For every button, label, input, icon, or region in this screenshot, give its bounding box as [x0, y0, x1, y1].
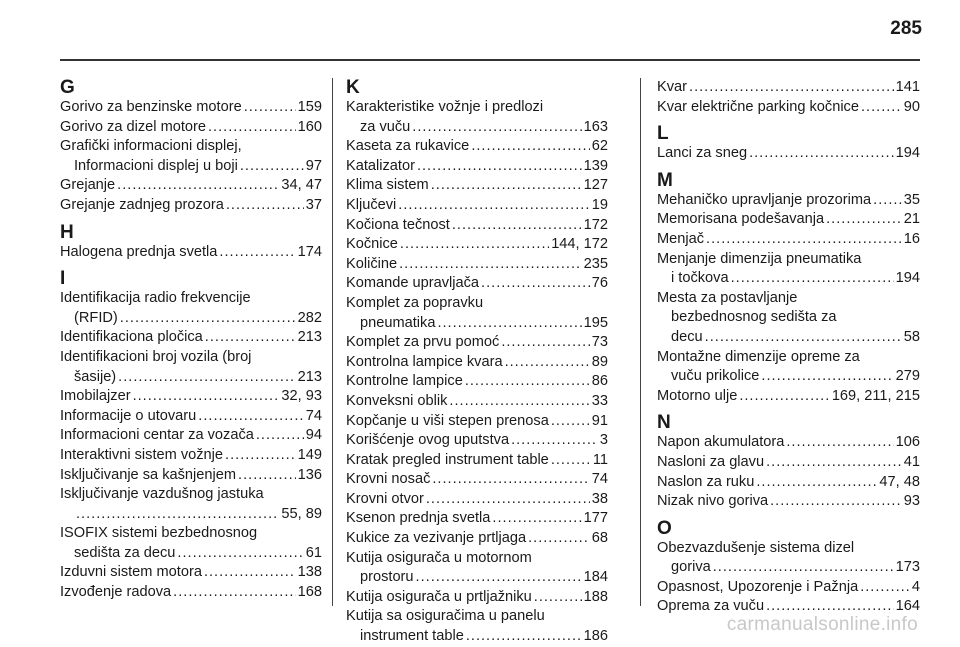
- index-page-ref: 89: [591, 353, 608, 370]
- index-entry-text: Katalizator: [346, 157, 415, 174]
- index-entry: [346, 470, 608, 490]
- dot-leader: [244, 98, 296, 118]
- index-entry-text: Naslon za ruku: [657, 473, 755, 490]
- index-page-ref: 184: [583, 569, 608, 586]
- dot-leader: [452, 216, 582, 236]
- index-entry: [346, 235, 608, 255]
- index-entry: [657, 230, 920, 250]
- index-entry-text: Krovni otvor: [346, 490, 424, 507]
- index-page-ref: 149: [297, 446, 322, 463]
- index-entry: [657, 144, 920, 164]
- index-entry: [657, 191, 920, 211]
- index-page-ref: 195: [583, 314, 608, 331]
- index-entry: [346, 372, 608, 392]
- dot-leader: [705, 328, 902, 348]
- index-entry: [346, 98, 608, 137]
- dot-leader: [466, 627, 582, 647]
- index-entry: [60, 98, 322, 118]
- index-entry-text: (RFID): [74, 309, 118, 326]
- index-entry: [60, 426, 322, 446]
- dot-leader: [873, 191, 902, 211]
- dot-leader: [756, 473, 877, 493]
- index-entry-text: Nasloni za glavu: [657, 453, 765, 470]
- index-entry-text: pneumatika: [360, 314, 436, 331]
- index-entry-text: Montažne dimenzije opreme za: [657, 348, 860, 365]
- index-entry: [60, 466, 322, 486]
- index-entry: [346, 176, 608, 196]
- dot-leader: [219, 243, 295, 263]
- index-entry: [60, 583, 322, 603]
- index-page-ref: 173: [895, 559, 920, 576]
- index-entry-text: Klima sistem: [346, 177, 429, 194]
- index-page-ref: 94: [305, 427, 322, 444]
- watermark: carmanualsonline.info: [726, 614, 918, 635]
- index-entry-text: Imobilajzer: [60, 388, 131, 405]
- index-page-ref: 194: [895, 145, 920, 162]
- index-entry-text: Halogena prednja svetla: [60, 243, 218, 260]
- index-entry-text: Informacioni centar za vozača: [60, 427, 254, 444]
- index-entry-text: prostoru: [360, 569, 414, 586]
- index-entry-text: Mesta za postavljanje: [657, 289, 798, 306]
- index-entry-text: Menjanje dimenzija pneumatika: [657, 250, 862, 267]
- index-entry-text: i točkova: [671, 270, 729, 287]
- index-page-ref: 34, 47: [281, 177, 322, 194]
- index-page-ref: 235: [583, 255, 608, 272]
- dot-leader: [238, 466, 296, 486]
- dot-leader: [204, 563, 296, 583]
- index-entry-text: Kočiona tečnost: [346, 216, 450, 233]
- column-divider: [640, 78, 641, 606]
- index-entry-text: Kontrolne lampice: [346, 373, 463, 390]
- index-entry-text: Konveksni oblik: [346, 392, 448, 409]
- index-page-ref: 76: [591, 275, 608, 292]
- index-group: [60, 223, 322, 263]
- dot-leader: [398, 196, 589, 216]
- index-page-ref: 61: [305, 544, 322, 561]
- index-entry: [346, 490, 608, 510]
- index-entry: [60, 407, 322, 427]
- index-page-ref: 58: [903, 328, 920, 345]
- index-group: [657, 519, 920, 617]
- index-entry-text: Lanci za sneg: [657, 145, 748, 162]
- index-entry-text: Kutija osigurača u motornom: [346, 549, 532, 566]
- index-entry: [346, 509, 608, 529]
- index-page-ref: 16: [903, 230, 920, 247]
- dot-leader: [861, 98, 902, 118]
- index-page-ref: 97: [305, 157, 322, 174]
- dot-leader: [399, 255, 582, 275]
- index-entry: [346, 255, 608, 275]
- index-page-ref: 138: [297, 564, 322, 581]
- index-entry: [657, 492, 920, 512]
- dot-leader: [417, 157, 582, 177]
- index-entry: [657, 539, 920, 578]
- index-letter-heading: H: [60, 221, 74, 243]
- index-entry: [657, 78, 920, 98]
- index-page-ref: 139: [583, 157, 608, 174]
- index-entry-text: Kopčanje u viši stepen prenosa: [346, 412, 549, 429]
- index-entry-text: Opasnost, Upozorenje i Pažnja: [657, 578, 859, 595]
- index-page-ref: 177: [583, 510, 608, 527]
- index-page-ref: 62: [591, 138, 608, 155]
- index-entry-text: Identifikacija radio frekvencije: [60, 290, 251, 307]
- dot-leader: [731, 269, 894, 289]
- index-entry-text: decu: [671, 328, 703, 345]
- index-entry-text: Kaseta za rukavice: [346, 138, 470, 155]
- index-page-ref: 160: [297, 118, 322, 135]
- index-entry: [657, 387, 920, 407]
- index-entry: [657, 250, 920, 289]
- index-page-ref: 86: [591, 373, 608, 390]
- index-entry-text: Kvar: [657, 79, 688, 95]
- index-entry: [657, 473, 920, 493]
- index-page-ref: 4: [911, 578, 920, 595]
- index-page-ref: 164: [895, 598, 920, 615]
- index-page-ref: 47, 48: [879, 473, 920, 490]
- index-entry-text: Kočnice: [346, 236, 398, 253]
- index-entry-text: Motorno ulje: [657, 387, 738, 404]
- index-entry-text: Komplet za popravku: [346, 294, 484, 311]
- index-entry-text: Ksenon prednja svetla: [346, 510, 491, 527]
- index-letter-heading: L: [657, 123, 669, 145]
- index-entry: [657, 289, 920, 348]
- index-entry: [346, 431, 608, 451]
- index-entry-text: sedišta za decu: [74, 544, 176, 561]
- dot-leader: [256, 426, 304, 446]
- dot-leader: [426, 490, 590, 510]
- index-entry: [657, 348, 920, 387]
- index-column-3: [657, 78, 920, 617]
- header-rule: [60, 59, 920, 61]
- index-page-ref: 33: [591, 392, 608, 409]
- index-entry: [346, 353, 608, 373]
- dot-leader: [826, 210, 902, 230]
- dot-leader: [208, 118, 296, 138]
- index-page-ref: 91: [591, 412, 608, 429]
- index-entry-text: Mehaničko upravljanje prozorima: [657, 191, 872, 208]
- index-entry: [60, 118, 322, 138]
- index-page-ref: 90: [903, 98, 920, 115]
- index-entry-text: za vuču: [360, 118, 411, 135]
- index-entry-text: Izduvni sistem motora: [60, 564, 202, 581]
- dot-leader: [860, 578, 910, 598]
- index-group: [657, 171, 920, 407]
- index-entry-text: Komplet za prvu pomoć: [346, 334, 500, 351]
- dot-leader: [173, 583, 295, 603]
- index-page-ref: 159: [297, 99, 322, 115]
- index-entry-text: Količine: [346, 255, 398, 272]
- index-entry: [346, 549, 608, 588]
- index-entry: [346, 588, 608, 608]
- index-entry: [60, 485, 322, 524]
- dot-leader: [492, 509, 581, 529]
- index-entry: [346, 216, 608, 236]
- index-entry-text: šasije): [74, 368, 117, 385]
- dot-leader: [749, 144, 894, 164]
- index-page-ref: 35: [903, 191, 920, 208]
- dot-leader: [534, 588, 582, 608]
- index-entry: [60, 524, 322, 563]
- index-entry-text: Napon akumulatora: [657, 434, 785, 451]
- dot-leader: [706, 230, 902, 250]
- index-letter-heading: K: [346, 77, 360, 98]
- index-page-ref: 213: [297, 329, 322, 346]
- index-letter-heading: I: [60, 268, 66, 290]
- index-group: [657, 413, 920, 511]
- index-entry: [657, 98, 920, 118]
- dot-leader: [437, 314, 581, 334]
- dot-leader: [177, 544, 303, 564]
- dot-leader: [551, 451, 591, 471]
- index-entry: [657, 578, 920, 598]
- index-page-ref: 141: [895, 79, 920, 95]
- index-entry-text: Izvođenje radova: [60, 584, 172, 601]
- index-entry: [657, 433, 920, 453]
- index-entry-text: Oprema za vuču: [657, 598, 765, 615]
- index-entry-text: Gorivo za dizel motore: [60, 118, 206, 135]
- index-entry-text: Memorisana podešavanja: [657, 211, 825, 228]
- index-entry: [60, 446, 322, 466]
- index-entry-text: instrument table: [360, 628, 464, 645]
- index-entry-text: Kukice za vezivanje prtljaga: [346, 530, 527, 547]
- dot-leader: [505, 353, 590, 373]
- dot-leader: [786, 433, 893, 453]
- index-entry: [60, 196, 322, 216]
- dot-leader: [449, 392, 589, 412]
- index-entry-text: Kutija osigurača u prtljažniku: [346, 588, 532, 605]
- dot-leader: [400, 235, 549, 255]
- index-entry-text: Korišćenje ovog uputstva: [346, 432, 510, 449]
- index-page-ref: 74: [305, 407, 322, 424]
- index-entry: [346, 294, 608, 333]
- dot-leader: [117, 176, 279, 196]
- index-page-ref: 213: [297, 368, 322, 385]
- index-entry-text: Kvar električne parking kočnice: [657, 98, 859, 115]
- index-group: [60, 78, 322, 216]
- index-page-ref: 168: [297, 584, 322, 601]
- index-letter-heading: M: [657, 169, 673, 191]
- index-page-ref: 32, 93: [281, 388, 322, 405]
- page-number: 285: [890, 18, 922, 39]
- index-page-ref: 106: [895, 434, 920, 451]
- index-page-ref: 144, 172: [551, 236, 608, 253]
- index-entry-text: Grejanje: [60, 177, 116, 194]
- index-entry-text: Interaktivni sistem vožnje: [60, 446, 224, 463]
- dot-leader: [240, 157, 304, 177]
- dot-leader: [120, 309, 296, 329]
- index-entry: [346, 607, 608, 646]
- index-entry-text: Nizak nivo goriva: [657, 493, 769, 510]
- index-entry-text: bezbednosnog sedišta za: [671, 309, 837, 326]
- index-page-ref: 55, 89: [281, 505, 322, 522]
- index-page-ref: 172: [583, 216, 608, 233]
- index-entry: [346, 333, 608, 353]
- index-letter-heading: G: [60, 77, 75, 98]
- index-entry-text: Identifikaciona pločica: [60, 329, 203, 346]
- index-page-ref: 11: [592, 451, 608, 468]
- index-group: [346, 78, 608, 647]
- index-entry-text: Identifikacioni broj vozila (broj: [60, 348, 252, 365]
- index-entry-text: Informacioni displej u boji: [74, 157, 238, 174]
- index-entry: [346, 196, 608, 216]
- index-entry-text: Isključivanje vazdušnog jastuka: [60, 486, 264, 503]
- index-page-ref: 174: [297, 243, 322, 260]
- index-page-ref: 38: [591, 490, 608, 507]
- index-entry: [60, 137, 322, 176]
- dot-leader: [770, 492, 902, 512]
- index-page-ref: 194: [895, 270, 920, 287]
- index-page-ref: 279: [895, 368, 920, 385]
- index-page-ref: 68: [591, 530, 608, 547]
- index-entry-text: Informacije o utovaru: [60, 407, 197, 424]
- index-entry-text: Menjač: [657, 230, 705, 247]
- index-page-ref: 41: [903, 453, 920, 470]
- dot-leader: [501, 333, 589, 353]
- dot-leader: [416, 568, 582, 588]
- index-entry-text: goriva: [671, 559, 711, 576]
- dot-leader: [465, 372, 590, 392]
- index-entry-text: ISOFIX sistemi bezbednosnog: [60, 525, 258, 542]
- dot-leader: [761, 367, 893, 387]
- index-page-ref: 136: [297, 466, 322, 483]
- index-page-ref: 163: [583, 118, 608, 135]
- index-entry: [346, 529, 608, 549]
- dot-leader: [205, 328, 296, 348]
- index-entry: [60, 328, 322, 348]
- index-entry-text: Karakteristike vožnje i predlozi: [346, 99, 544, 115]
- index-group: [60, 269, 322, 603]
- index-page-ref: 282: [297, 309, 322, 326]
- index-page-ref: 127: [583, 177, 608, 194]
- dot-leader: [118, 368, 295, 388]
- index-page-ref: 186: [583, 628, 608, 645]
- index-entry: [346, 392, 608, 412]
- index-entry-text: Grejanje zadnjeg prozora: [60, 196, 224, 213]
- index-entry: [346, 274, 608, 294]
- dot-leader: [226, 196, 304, 216]
- index-letter-heading: O: [657, 517, 672, 539]
- index-entry-text: Isključivanje sa kašnjenjem: [60, 466, 237, 483]
- index-entry-text: Kontrolna lampice kvara: [346, 353, 503, 370]
- index-entry-text: Kratak pregled instrument table: [346, 451, 549, 468]
- index-entry: [346, 137, 608, 157]
- index-page-ref: 19: [591, 196, 608, 213]
- index-page-ref: 37: [305, 196, 322, 213]
- index-column-2: [346, 78, 608, 647]
- index-entry-text: Komande upravljača: [346, 275, 480, 292]
- dot-leader: [432, 470, 589, 490]
- index-entry-text: Grafički informacioni displej,: [60, 138, 242, 155]
- dot-leader: [713, 558, 894, 578]
- index-entry: [60, 176, 322, 196]
- dot-leader: [76, 505, 279, 525]
- dot-leader: [133, 387, 280, 407]
- dot-leader: [471, 137, 589, 157]
- index-entry-text: Ključevi: [346, 196, 397, 213]
- index-page-ref: 73: [591, 334, 608, 351]
- index-entry: [346, 451, 608, 471]
- index-entry-text: Krovni nosač: [346, 471, 431, 488]
- index-entry: [346, 157, 608, 177]
- index-entry: [60, 348, 322, 387]
- dot-leader: [739, 387, 830, 407]
- index-entry-text: Obezvazdušenje sistema dizel: [657, 539, 855, 556]
- index-entry-text: Kutija sa osiguračima u panelu: [346, 608, 545, 625]
- index-entry: [60, 563, 322, 583]
- dot-leader: [198, 407, 303, 427]
- column-divider: [332, 78, 333, 606]
- dot-leader: [766, 453, 902, 473]
- index-entry-text: vuču prikolice: [671, 368, 760, 385]
- index-entry: [657, 210, 920, 230]
- dot-leader: [689, 78, 894, 98]
- index-page-ref: 3: [599, 432, 608, 449]
- index-page-ref: 188: [583, 588, 608, 605]
- index-entry: [60, 243, 322, 263]
- index-entry: [60, 387, 322, 407]
- index-page-ref: 93: [903, 493, 920, 510]
- index-group: [657, 78, 920, 117]
- dot-leader: [225, 446, 296, 466]
- index-entry: [60, 289, 322, 328]
- index-page-ref: 74: [591, 471, 608, 488]
- index-letter-heading: N: [657, 412, 671, 434]
- index-group: [657, 124, 920, 164]
- dot-leader: [511, 431, 598, 451]
- dot-leader: [528, 529, 590, 549]
- index-column-1: [60, 78, 322, 603]
- index-page-ref: 169, 211, 215: [831, 387, 920, 404]
- dot-leader: [481, 274, 590, 294]
- dot-leader: [551, 412, 590, 432]
- index-entry: [657, 453, 920, 473]
- dot-leader: [431, 176, 582, 196]
- index-entry: [346, 412, 608, 432]
- dot-leader: [412, 118, 581, 138]
- index-entry-text: Gorivo za benzinske motore: [60, 99, 242, 115]
- index-page-ref: 21: [903, 211, 920, 228]
